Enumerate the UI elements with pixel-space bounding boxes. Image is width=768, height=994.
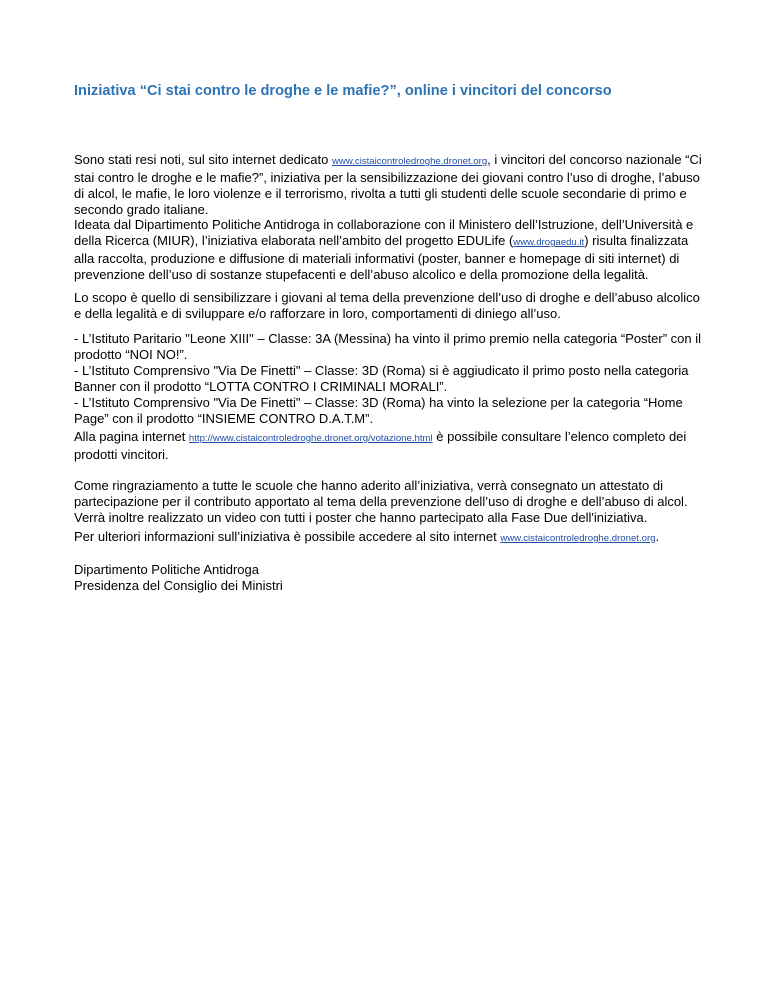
results-paragraph xyxy=(74,429,706,463)
initiative-paragraph xyxy=(74,217,706,283)
intro-paragraph xyxy=(74,152,706,218)
winners-list xyxy=(74,331,706,427)
signature-presidency: Presidenza del Consiglio dei Ministri xyxy=(74,578,283,593)
winner-item-poster: - L’Istituto Paritario "Leone XIII" – Classe: 3A (Messina) ha vinto il primo premio nella categoria “Poster” con il prodotto “NOI NO!”. xyxy=(74,331,702,362)
drogaedu-link[interactable]: www.drogaedu.it xyxy=(513,237,585,248)
winner-item-homepage: - L’Istituto Comprensivo "Via De Finetti" – Classe: 3D (Roma) ha vinto la selezione per la categoria “Home Page” con il prodotto “INSIEME CONTRO D.A.T.M”. xyxy=(74,395,683,426)
initiative-text-before: Ideata dal Dipartimento Politiche Antidroga in collaborazione con il Ministero dell’Istruzione, dell’Università e della Ricerca (MIUR), l’iniziativa elaborata nell’ambito del progetto EDULife ( xyxy=(74,217,694,248)
thanks-paragraph: Come ringraziamento a tutte le scuole che hanno aderito all’iniziativa, verrà consegnato un attestato di partecipazione per il contributo apportato al tema della prevenzione dell’uso di droghe e dell’abuso di alcol. Verrà inoltre realizzato un video con tutti i poster che hanno partecipato alla Fase Due dell'iniziativa. xyxy=(74,478,688,525)
intro-text-before: Sono stati resi noti, sul sito internet dedicato xyxy=(74,152,332,167)
more-info-link[interactable]: www.cistaicontroledroghe.dronet.org xyxy=(500,533,656,544)
article-title: Iniziativa “Ci stai contro le droghe e le mafie?”, online i vincitori del concorso xyxy=(74,83,612,99)
contest-site-link[interactable]: www.cistaicontroledroghe.dronet.org xyxy=(331,156,488,167)
results-text-after: è possibile consultare l’elenco completo dei prodotti vincitori. xyxy=(74,429,687,462)
signature-block xyxy=(74,562,706,594)
more-info-paragraph xyxy=(74,529,706,547)
purpose-paragraph: Lo scopo è quello di sensibilizzare i giovani al tema della prevenzione dell’uso di droghe e dell’abuso alcolico e della legalità e di sviluppare e/o rafforzare in loro, comportamenti di diniego all’uso. xyxy=(74,290,700,321)
winner-item-banner: - L’Istituto Comprensivo "Via De Finetti" – Classe: 3D (Roma) si è aggiudicato il primo posto nella categoria Banner con il prodotto “LOTTA CONTRO I CRIMINALI MORALI”. xyxy=(74,363,689,394)
results-text-before: Alla pagina internet xyxy=(74,429,189,444)
voting-page-link[interactable]: http://www.cistaicontroledroghe.dronet.org/votazione.html xyxy=(188,433,433,444)
initiative-text-after: ) risulta finalizzata alla raccolta, produzione e diffusione di materiali informativi (poster, banner e homepage di siti internet) di prevenzione dell’uso di sostanze stupefacenti e dell’abuso alcolico e della promozione della legalità. xyxy=(74,233,689,282)
signature-department: Dipartimento Politiche Antidroga xyxy=(74,562,259,577)
more-info-text-before: Per ulteriori informazioni sull’iniziativa è possibile accedere al sito internet xyxy=(74,529,501,544)
intro-text-after: , i vincitori del concorso nazionale “Ci stai contro le droghe e le mafie?”, iniziativa per la sensibilizzazione dei giovani contro l’uso di droghe, l’abuso di alcol, le mafie, le loro violenze e il terrorismo, rivolta a tutti gli studenti delle scuole secondarie di primo e secondo grado italiane. xyxy=(74,152,702,217)
more-info-text-after: . xyxy=(655,529,660,544)
